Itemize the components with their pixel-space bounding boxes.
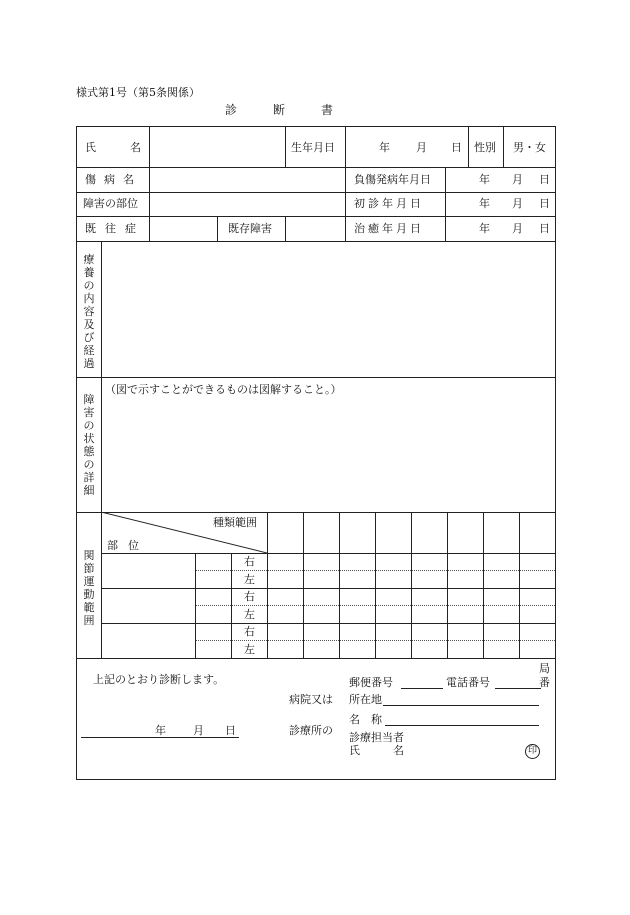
existing-disability-label: 既存障害: [228, 222, 272, 235]
injury-name-field[interactable]: [150, 168, 344, 192]
existing-disability-field[interactable]: [286, 217, 344, 241]
footer-year: 年: [155, 724, 166, 737]
treatment-field[interactable]: [103, 243, 557, 379]
form-number: 様式第1号（第5条関係）: [76, 86, 200, 99]
onset-date-label: 負傷発病年月日: [354, 173, 431, 186]
first-visit-label: 初診年月日: [354, 197, 424, 210]
disability-detail-label: 障 害 の 状 態 の 詳 細: [83, 393, 95, 497]
exchange-label: 局: [539, 662, 550, 675]
disability-detail-field[interactable]: [103, 399, 557, 513]
facility-name-label: 名 称: [349, 713, 382, 726]
clinic-of-label: 診療所の: [289, 724, 333, 737]
joint-rom-label: 関 節 運 動 範 囲: [83, 549, 95, 627]
disability-note: （図で示すことができるものは図解すること。）: [105, 383, 342, 396]
page-title: 診 断 書: [225, 103, 334, 117]
right-label-2: 右: [244, 590, 255, 603]
cure-date-field[interactable]: 年 月 日: [479, 222, 550, 235]
birthdate-label: 生年月日: [291, 141, 335, 154]
doctor-label: 診療担当者: [349, 731, 404, 744]
number-label: 番: [539, 676, 550, 689]
footer-month: 月: [193, 724, 204, 737]
injury-name-label: 傷病名: [85, 173, 142, 186]
left-label-1: 左: [244, 573, 255, 586]
postal-label: 郵便番号: [349, 676, 393, 689]
statement: 上記のとおり診断します。: [93, 673, 225, 686]
treatment-label: 療 養 の 内 容 及 び 経 過: [83, 253, 95, 370]
first-visit-field[interactable]: 年 月 日: [479, 197, 550, 210]
type-range-label: 種類範囲: [213, 516, 257, 529]
address-label: 所在地: [349, 693, 382, 706]
birthdate-field[interactable]: 年 月 日: [379, 141, 462, 154]
right-label-3: 右: [244, 625, 255, 638]
seal-mark: 印: [525, 744, 540, 759]
injury-site-field[interactable]: [150, 193, 344, 216]
medical-certificate-form: [76, 126, 556, 780]
right-label-1: 右: [244, 555, 255, 568]
phone-label: 電話番号: [446, 676, 490, 689]
injury-site-label: 障害の部位: [83, 197, 138, 210]
left-label-2: 左: [244, 608, 255, 621]
onset-date-field[interactable]: 年 月 日: [479, 173, 550, 186]
part-label: 部位: [107, 539, 149, 552]
history-label: 既往症: [85, 222, 145, 235]
gender-label: 性別: [474, 141, 496, 154]
name-label: 氏 名: [85, 141, 141, 154]
gender-options[interactable]: 男・女: [513, 141, 546, 154]
hospital-or-label: 病院又は: [289, 693, 333, 706]
history-field[interactable]: [150, 217, 216, 241]
footer-day: 日: [225, 724, 236, 737]
left-label-3: 左: [244, 643, 255, 656]
name-field[interactable]: [150, 128, 284, 167]
doctor-name-label: 氏 名: [349, 744, 404, 757]
cure-date-label: 治癒年月日: [354, 222, 424, 235]
